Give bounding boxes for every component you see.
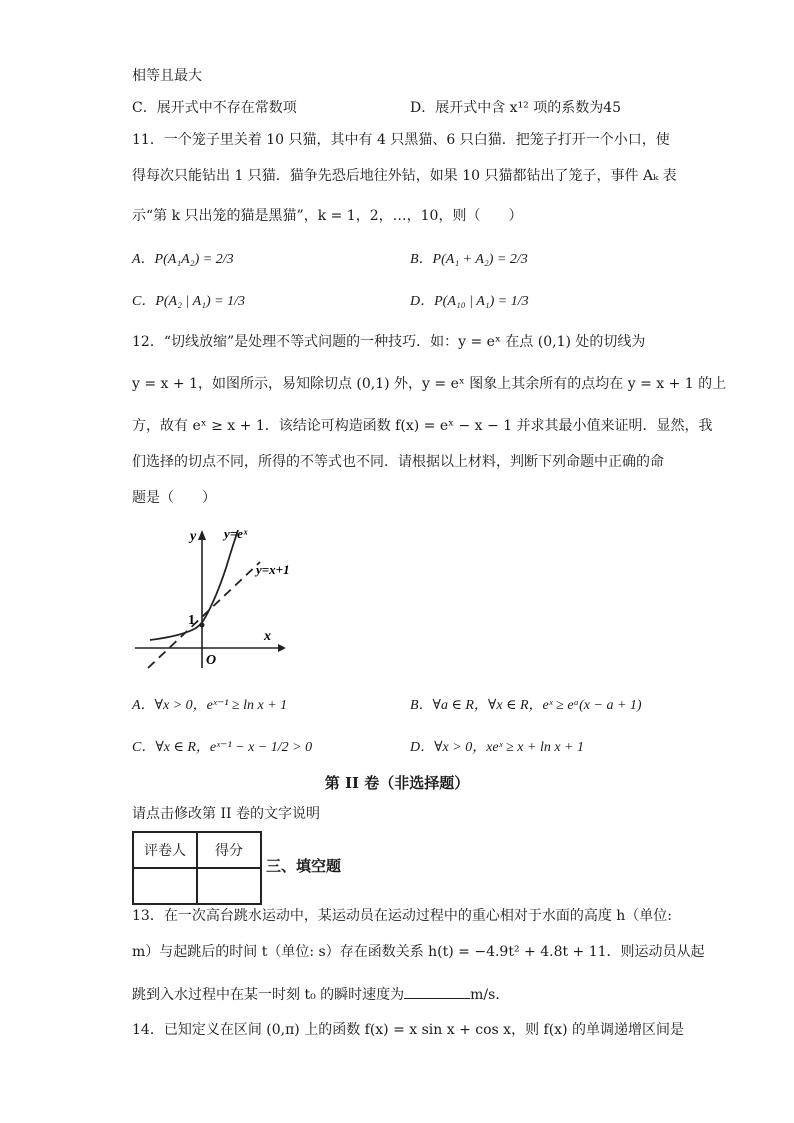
q13-answer-blank[interactable]: [404, 984, 470, 999]
tangent-figure: [130, 518, 290, 676]
q11-option-c: C．P(A₂ | A₁) = 1/3: [132, 294, 245, 309]
y-axis-label: y: [190, 529, 197, 544]
q11-stem-line2: 得每次只能钻出 1 只猫．猫争先恐后地往外钻，如果 10 只猫都钻出了笼子，事件 Aₖ 表: [132, 168, 677, 184]
q13-stem-line3: [132, 984, 509, 1005]
tick-one-label: 1: [188, 613, 195, 628]
q12-option-d: D．∀x > 0，xeˣ ≥ x + ln x + 1: [410, 740, 584, 755]
q12-option-a: A．∀x > 0，eˣ⁻¹ ≥ ln x + 1: [132, 698, 288, 713]
score-table: [132, 831, 262, 905]
q12-option-c: C．∀x ∈ R，eˣ⁻¹ − x − 1/2 > 0: [132, 740, 313, 755]
q14-stem-line1: 14．已知定义在区间 (0,π) 上的函数 f(x) = x sin x + cos x，则 f(x) 的单调递增区间是: [132, 1022, 684, 1038]
q11-option-b: B．P(A₁ + A₂) = 2/3: [410, 252, 528, 267]
q11-option-d: D．P(A₁₀ | A₁) = 1/3: [410, 294, 529, 309]
q13-stem-line1: 13．在一次高台跳水运动中，某运动员在运动过程中的重心相对于水面的高度 h（单位:: [132, 908, 672, 924]
q13-stem-text: 跳到入水过程中在某一时刻 t₀ 的瞬时速度为: [132, 987, 405, 1003]
q12-stem-line5: 题是（ ）: [132, 490, 216, 506]
q10-text-end: 相等且最大: [132, 68, 202, 84]
q11-stem-line3: 示“第 k 只出笼的猫是黑猫”，k = 1，2，…，10，则（ ）: [132, 208, 523, 224]
tangent-point: [200, 623, 205, 628]
q13-unit: m/s．: [470, 987, 510, 1003]
y-axis-arrow: [198, 530, 206, 540]
score-header-grader: 评卷人: [133, 832, 197, 868]
q12-stem-line1: 12．“切线放缩”是处理不等式问题的一种技巧．如：y = eˣ 在点 (0,1) 处的切线为: [132, 334, 646, 350]
q12-stem-line3: 方，故有 eˣ ≥ x + 1．该结论可构造函数 f(x) = eˣ − x − 1 并求其最小值来证明．显然，我: [132, 418, 713, 434]
x-axis-arrow: [278, 644, 286, 652]
q12-stem-line2: y = x + 1，如图所示，易知除切点 (0,1) 外，y = eˣ 图象上其余所有的点均在 y = x + 1 的上: [132, 376, 727, 392]
tangent-line: [148, 562, 260, 668]
score-cell-grader[interactable]: [133, 868, 197, 904]
score-header-score: 得分: [197, 832, 261, 868]
origin-label: O: [206, 653, 217, 668]
fill-in-section-title: 三、填空题: [266, 857, 342, 875]
q12-stem-line4: 们选择的切点不同，所得的不等式也不同．请根据以上材料，判断下列命题中正确的命: [132, 454, 664, 470]
q10-option-c: C．展开式中不存在常数项: [132, 100, 297, 116]
x-axis-label: x: [264, 629, 271, 644]
q11-stem-line1: 11．一个笼子里关着 10 只猫，其中有 4 只黑猫、6 只白猫．把笼子打开一个小口，使: [132, 132, 670, 148]
score-cell-score[interactable]: [197, 868, 261, 904]
q11-option-a: A．P(A₁A₂) = 2/3: [132, 252, 234, 267]
curve-label: y=eˣ: [224, 526, 248, 541]
q10-option-d: D．展开式中含 x¹² 项的系数为45: [410, 100, 622, 116]
q13-stem-line2: m）与起跳后的时间 t（单位: s）存在函数关系 h(t) = −4.9t² + 4.8t + 11．则运动员从起: [132, 944, 705, 960]
q12-option-b: B．∀a ∈ R，∀x ∈ R，eˣ ≥ eᵃ(x − a + 1): [410, 698, 642, 713]
section-2-title: 第 II 卷（非选择题）: [324, 774, 470, 792]
section-2-note[interactable]: 请点击修改第 II 卷的文字说明: [132, 806, 320, 822]
tangent-label: y=x+1: [256, 562, 290, 577]
